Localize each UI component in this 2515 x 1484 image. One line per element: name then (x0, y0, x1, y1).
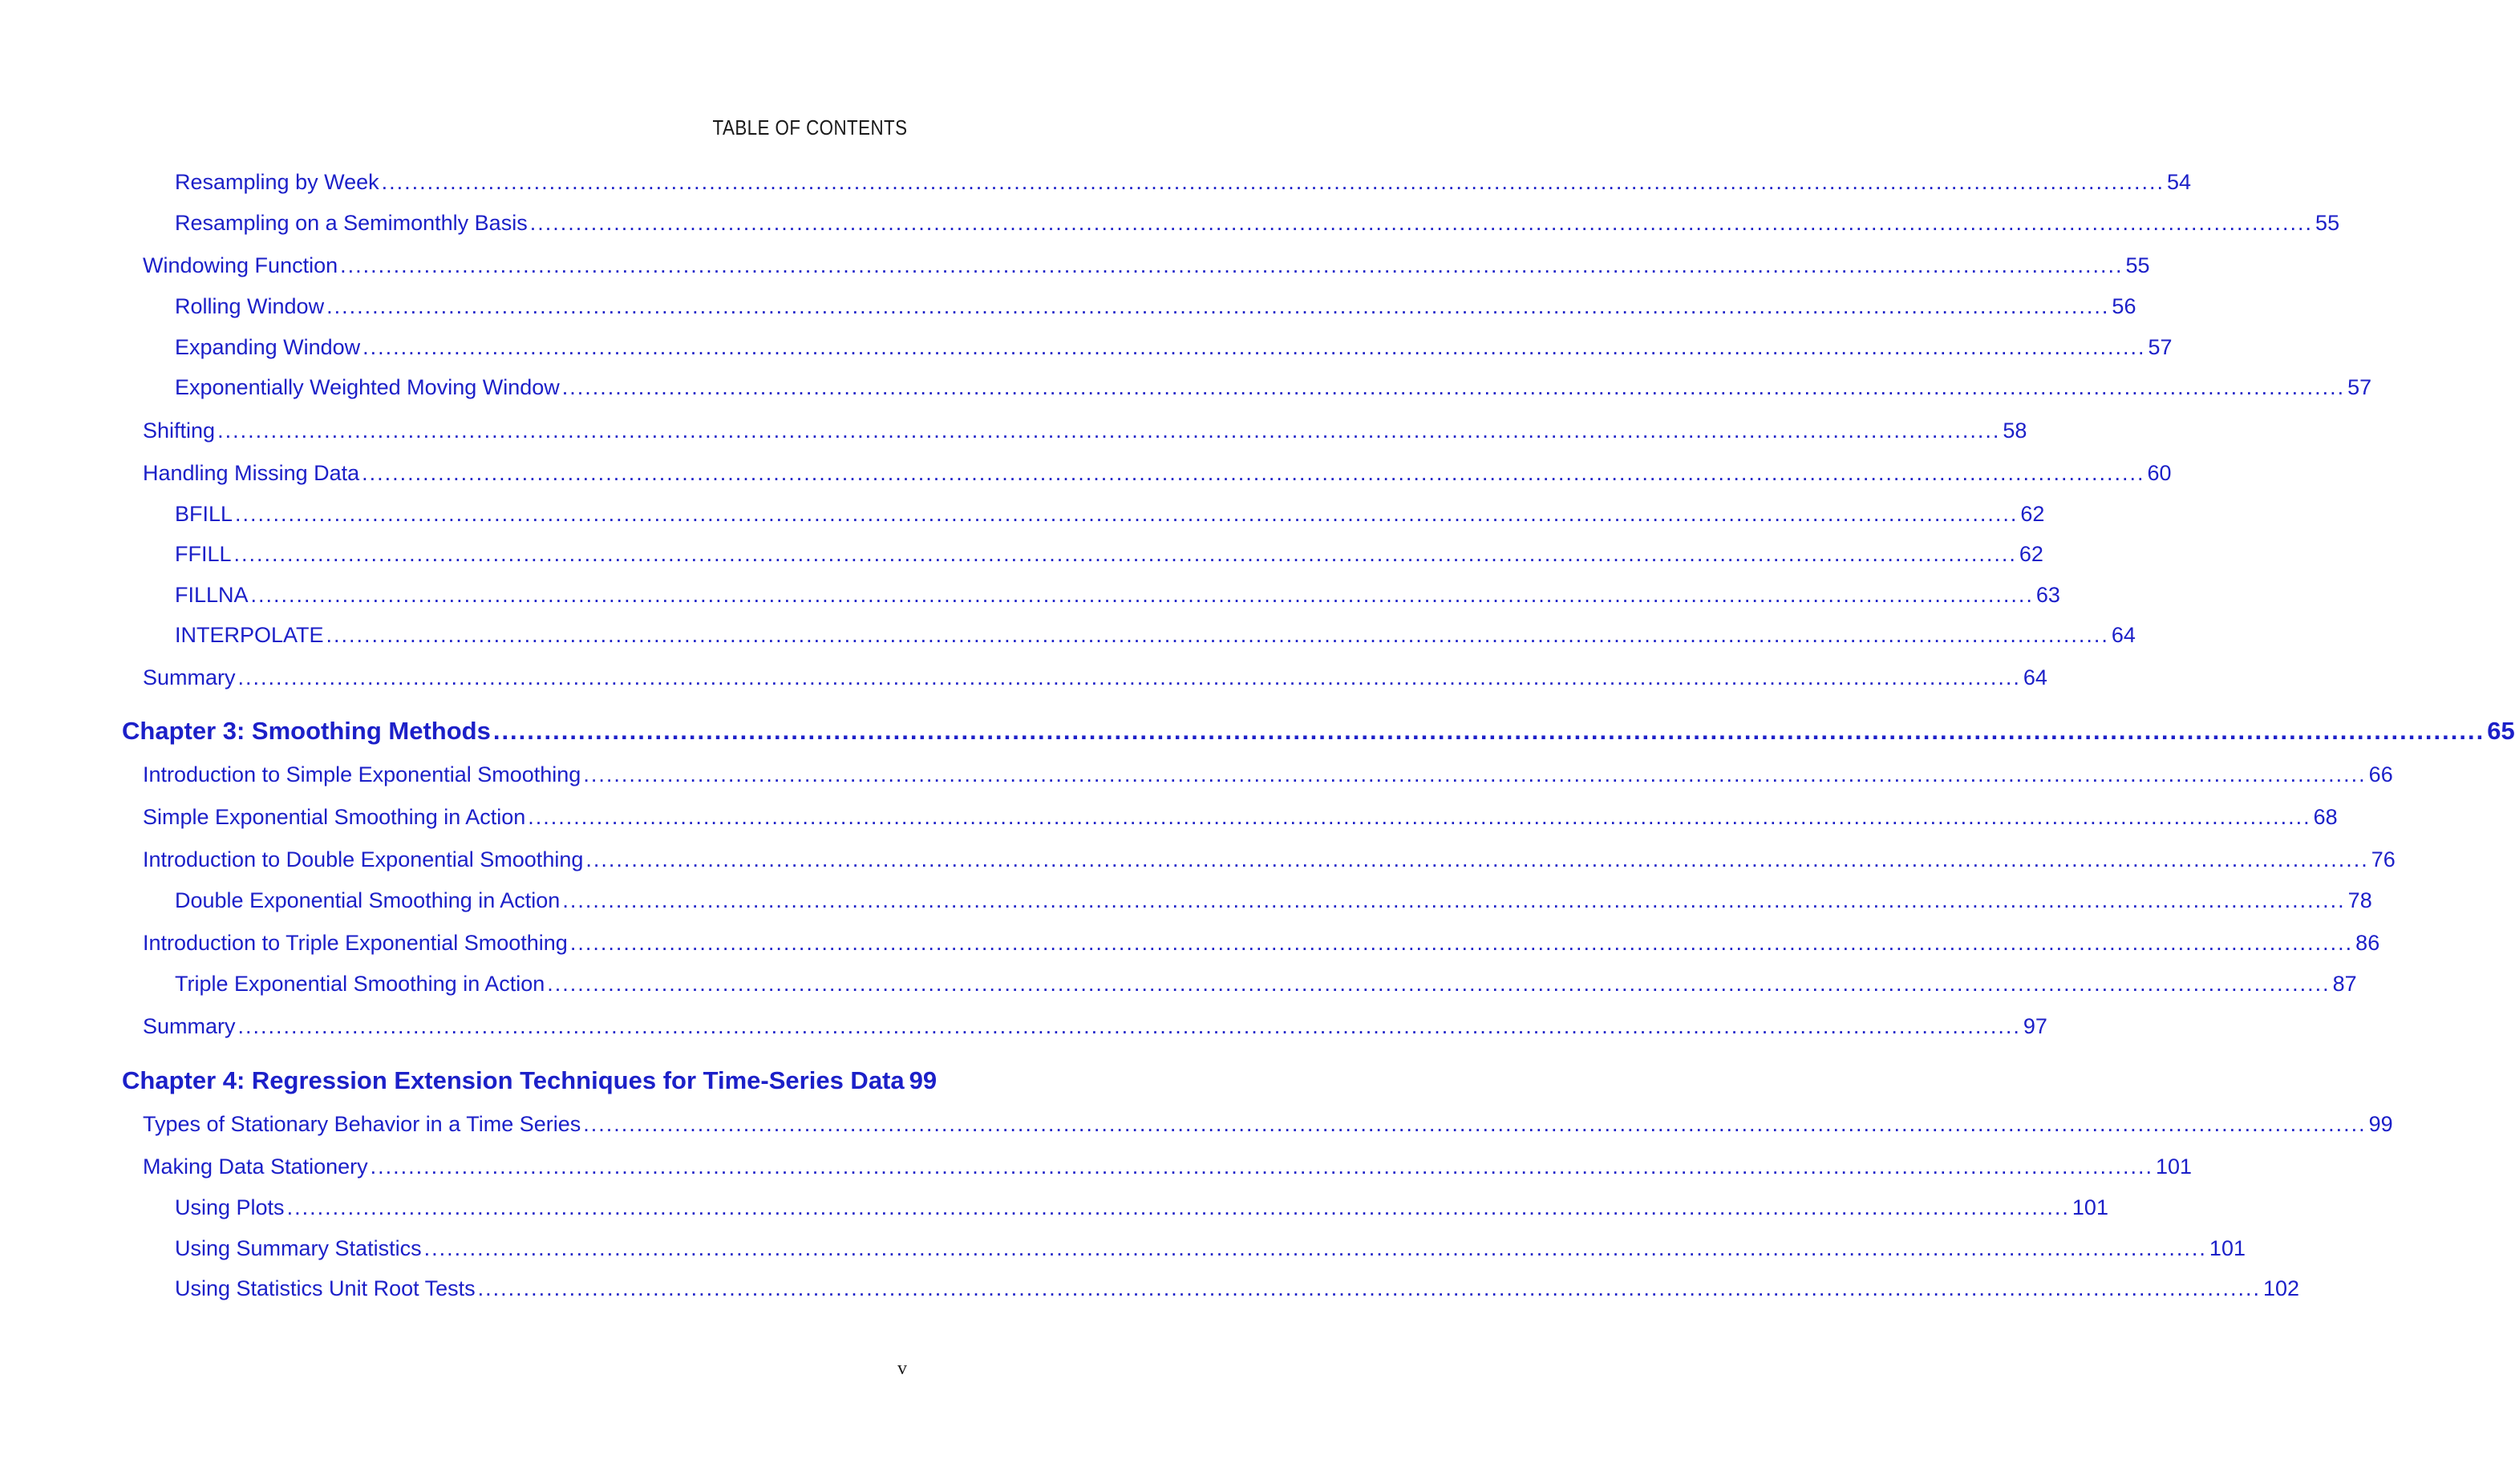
toc-entry-page: 99 (909, 1066, 938, 1094)
toc-entry-page: 63 (2035, 583, 2060, 607)
toc-entry-simple-es-action[interactable] (143, 805, 2338, 830)
toc-entry-shifting[interactable] (143, 419, 2027, 443)
toc-entry-interpolate[interactable] (175, 623, 2136, 648)
toc-entry-handling-missing-data[interactable] (143, 461, 2172, 486)
toc-entry-title: FFILL (175, 542, 232, 566)
toc-entry-title: Types of Stationary Behavior in a Time Series (143, 1112, 581, 1136)
toc-entry-title: Chapter 3: Smoothing Methods (122, 717, 491, 745)
toc-entry-summary-ch3[interactable] (143, 1014, 2047, 1039)
toc-entry-title: Rolling Window (175, 294, 325, 318)
toc-entry-page: 60 (2147, 461, 2172, 485)
toc-entry-intro-simple-es[interactable] (143, 762, 2393, 787)
toc-entry-title: FILLNA (175, 583, 249, 607)
running-head: TABLE OF CONTENTS (712, 115, 907, 140)
toc-entry-page: 76 (2371, 847, 2396, 871)
toc-entry-double-es-action[interactable] (175, 888, 2372, 913)
toc-entry-title: Simple Exponential Smoothing in Action (143, 805, 526, 829)
toc-entry-resampling-semimonthly[interactable] (175, 211, 2340, 236)
toc-entry-page: 57 (2347, 375, 2372, 399)
toc-entry-stationary-behavior[interactable] (143, 1112, 2393, 1137)
toc-entry-ewm-window[interactable] (175, 375, 2372, 400)
toc-entry-chapter-4[interactable] (122, 1066, 938, 1095)
toc-entry-page: 101 (2072, 1195, 2108, 1219)
toc-entry-page: 86 (2355, 931, 2380, 955)
toc-entry-page: 102 (2262, 1276, 2300, 1300)
toc-entry-using-plots[interactable] (175, 1195, 2108, 1220)
toc-entry-page: 65 (2487, 717, 2515, 745)
toc-entry-title: Resampling by Week (175, 170, 379, 194)
toc-entry-page: 55 (2125, 253, 2150, 277)
toc-entry-title: Introduction to Simple Exponential Smoothing (143, 762, 581, 786)
toc-entry-page: 68 (2313, 805, 2338, 829)
toc-entry-page: 64 (2023, 665, 2047, 689)
toc-entry-unit-root-tests[interactable] (175, 1276, 2300, 1301)
toc-entry-page: 62 (2020, 502, 2045, 526)
toc-entry-title: Summary (143, 665, 236, 689)
toc-entry-title: Using Statistics Unit Root Tests (175, 1276, 476, 1300)
toc-entry-page: 58 (2003, 419, 2027, 443)
toc-entry-title: Using Summary Statistics (175, 1236, 422, 1260)
toc-entry-intro-triple-es[interactable] (143, 931, 2380, 956)
toc-entry-title: Exponentially Weighted Moving Window (175, 375, 560, 399)
page-number: v (897, 1358, 907, 1379)
toc-entry-title: Windowing Function (143, 253, 338, 277)
toc-entry-page: 87 (2332, 972, 2357, 996)
toc-entry-chapter-3[interactable] (122, 717, 2515, 746)
toc-entry-title: Triple Exponential Smoothing in Action (175, 972, 545, 996)
toc-entry-using-summary-statistics[interactable] (175, 1236, 2246, 1261)
toc-entry-title: BFILL (175, 502, 233, 526)
toc-entry-title: Resampling on a Semimonthly Basis (175, 211, 528, 235)
toc-entry-title: Double Exponential Smoothing in Action (175, 888, 561, 912)
toc-entry-page: 57 (2148, 335, 2173, 359)
toc-entry-title: Introduction to Triple Exponential Smoothing (143, 931, 568, 955)
toc-entry-title: INTERPOLATE (175, 623, 324, 647)
toc-entry-title: Introduction to Double Exponential Smoothing (143, 847, 584, 871)
toc-entry-triple-es-action[interactable] (175, 972, 2357, 997)
toc-entry-page: 101 (2209, 1236, 2246, 1260)
toc-entry-page: 56 (2112, 294, 2136, 318)
toc-entry-page: 55 (2315, 211, 2340, 235)
toc-entry-title: Chapter 4: Regression Extension Techniques for Time-Series Data (122, 1066, 905, 1094)
toc-entry-bfill[interactable] (175, 502, 2045, 527)
toc-entry-fillna[interactable] (175, 583, 2060, 608)
toc-entry-page: 99 (2368, 1112, 2393, 1136)
toc-entry-page: 62 (2019, 542, 2043, 566)
toc-entry-page: 66 (2368, 762, 2393, 786)
toc-entry-title: Summary (143, 1014, 236, 1038)
toc-entry-title: Making Data Stationery (143, 1154, 368, 1179)
toc-entry-title: Handling Missing Data (143, 461, 360, 485)
toc-entry-intro-double-es[interactable] (143, 847, 2396, 872)
toc-entry-rolling-window[interactable] (175, 294, 2136, 319)
toc-entry-summary-ch2[interactable] (143, 665, 2047, 690)
toc-entry-title: Shifting (143, 419, 216, 443)
toc-entry-title: Using Plots (175, 1195, 285, 1219)
toc-entry-page: 101 (2155, 1154, 2193, 1179)
toc-entry-page: 97 (2023, 1014, 2047, 1038)
toc-entry-making-data-stationery[interactable] (143, 1154, 2193, 1179)
toc-entry-ffill[interactable] (175, 542, 2043, 567)
toc-entry-title: Expanding Window (175, 335, 361, 359)
toc-entry-resampling-by-week[interactable] (175, 170, 2192, 195)
toc-entry-page: 54 (2166, 170, 2192, 194)
toc-entry-page: 78 (2347, 888, 2372, 912)
toc-entry-windowing-function[interactable] (143, 253, 2150, 278)
toc-entry-expanding-window[interactable] (175, 335, 2173, 360)
toc-entry-page: 64 (2111, 623, 2136, 647)
